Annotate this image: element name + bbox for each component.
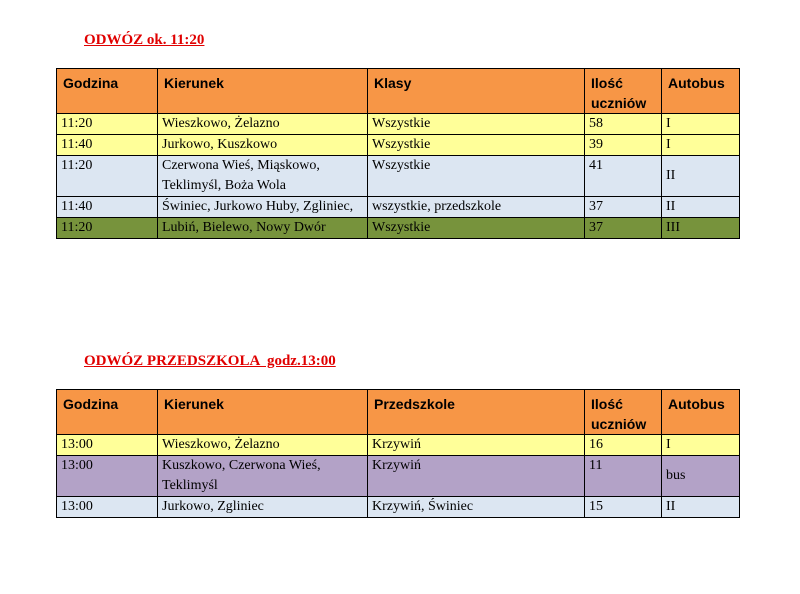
header-direction: Kierunek xyxy=(158,390,368,435)
header-classes: Klasy xyxy=(368,69,585,114)
table-header-row xyxy=(57,390,740,435)
cell-bus: I xyxy=(662,114,740,135)
table-row xyxy=(57,197,740,218)
cell-time: 11:40 xyxy=(57,197,158,218)
cell-direction: Lubiń, Bielewo, Nowy Dwór xyxy=(158,218,368,239)
cell-bus: II xyxy=(662,497,740,518)
cell-classes: Wszystkie xyxy=(368,156,585,197)
cell-bus: III xyxy=(662,218,740,239)
cell-bus: I xyxy=(662,135,740,156)
table-row xyxy=(57,156,740,197)
cell-time: 11:20 xyxy=(57,156,158,197)
cell-classes: wszystkie, przedszkole xyxy=(368,197,585,218)
header-bus: Autobus xyxy=(662,69,740,114)
header-count: Ilość uczniów xyxy=(585,390,662,435)
cell-direction: Wieszkowo, Żelazno xyxy=(158,435,368,456)
cell-direction: Wieszkowo, Żelazno xyxy=(158,114,368,135)
cell-time: 11:20 xyxy=(57,218,158,239)
table-header-row xyxy=(57,69,740,114)
cell-time: 11:40 xyxy=(57,135,158,156)
cell-bus: II xyxy=(662,197,740,218)
table-row xyxy=(57,114,740,135)
cell-preschool: Krzywiń xyxy=(368,435,585,456)
cell-time: 13:00 xyxy=(57,497,158,518)
preschool-pickup-table xyxy=(56,389,740,518)
cell-count: 58 xyxy=(585,114,662,135)
cell-count: 37 xyxy=(585,218,662,239)
cell-classes: Wszystkie xyxy=(368,135,585,156)
table-row xyxy=(57,218,740,239)
cell-count: 11 xyxy=(585,456,662,497)
table-row xyxy=(57,135,740,156)
cell-count: 15 xyxy=(585,497,662,518)
header-bus: Autobus xyxy=(662,390,740,435)
header-count: Ilość uczniów xyxy=(585,69,662,114)
cell-bus: bus xyxy=(662,456,740,497)
cell-classes: Wszystkie xyxy=(368,218,585,239)
cell-preschool: Krzywiń, Świniec xyxy=(368,497,585,518)
table-row xyxy=(57,435,740,456)
cell-direction: Świniec, Jurkowo Huby, Zgliniec, xyxy=(158,197,368,218)
cell-time: 13:00 xyxy=(57,456,158,497)
cell-time: 11:20 xyxy=(57,114,158,135)
cell-preschool: Krzywiń xyxy=(368,456,585,497)
cell-count: 37 xyxy=(585,197,662,218)
cell-bus: I xyxy=(662,435,740,456)
cell-direction: Kuszkowo, Czerwona Wieś, Teklimyśl xyxy=(158,456,368,497)
table-row xyxy=(57,497,740,518)
header-time: Godzina xyxy=(57,390,158,435)
section2-heading: ODWÓZ PRZEDSZKOLA godz.13:00 xyxy=(84,353,336,369)
cell-bus: II xyxy=(662,156,740,197)
cell-classes: Wszystkie xyxy=(368,114,585,135)
header-direction: Kierunek xyxy=(158,69,368,114)
cell-direction: Czerwona Wieś, Miąskowo, Teklimyśl, Boża Wola xyxy=(158,156,368,197)
cell-direction: Jurkowo, Kuszkowo xyxy=(158,135,368,156)
table-row xyxy=(57,456,740,497)
header-time: Godzina xyxy=(57,69,158,114)
cell-count: 41 xyxy=(585,156,662,197)
cell-time: 13:00 xyxy=(57,435,158,456)
section1-heading: ODWÓZ ok. 11:20 xyxy=(84,32,205,48)
cell-count: 16 xyxy=(585,435,662,456)
header-preschool: Przedszkole xyxy=(368,390,585,435)
cell-count: 39 xyxy=(585,135,662,156)
pickup-table xyxy=(56,68,740,239)
cell-direction: Jurkowo, Zgliniec xyxy=(158,497,368,518)
